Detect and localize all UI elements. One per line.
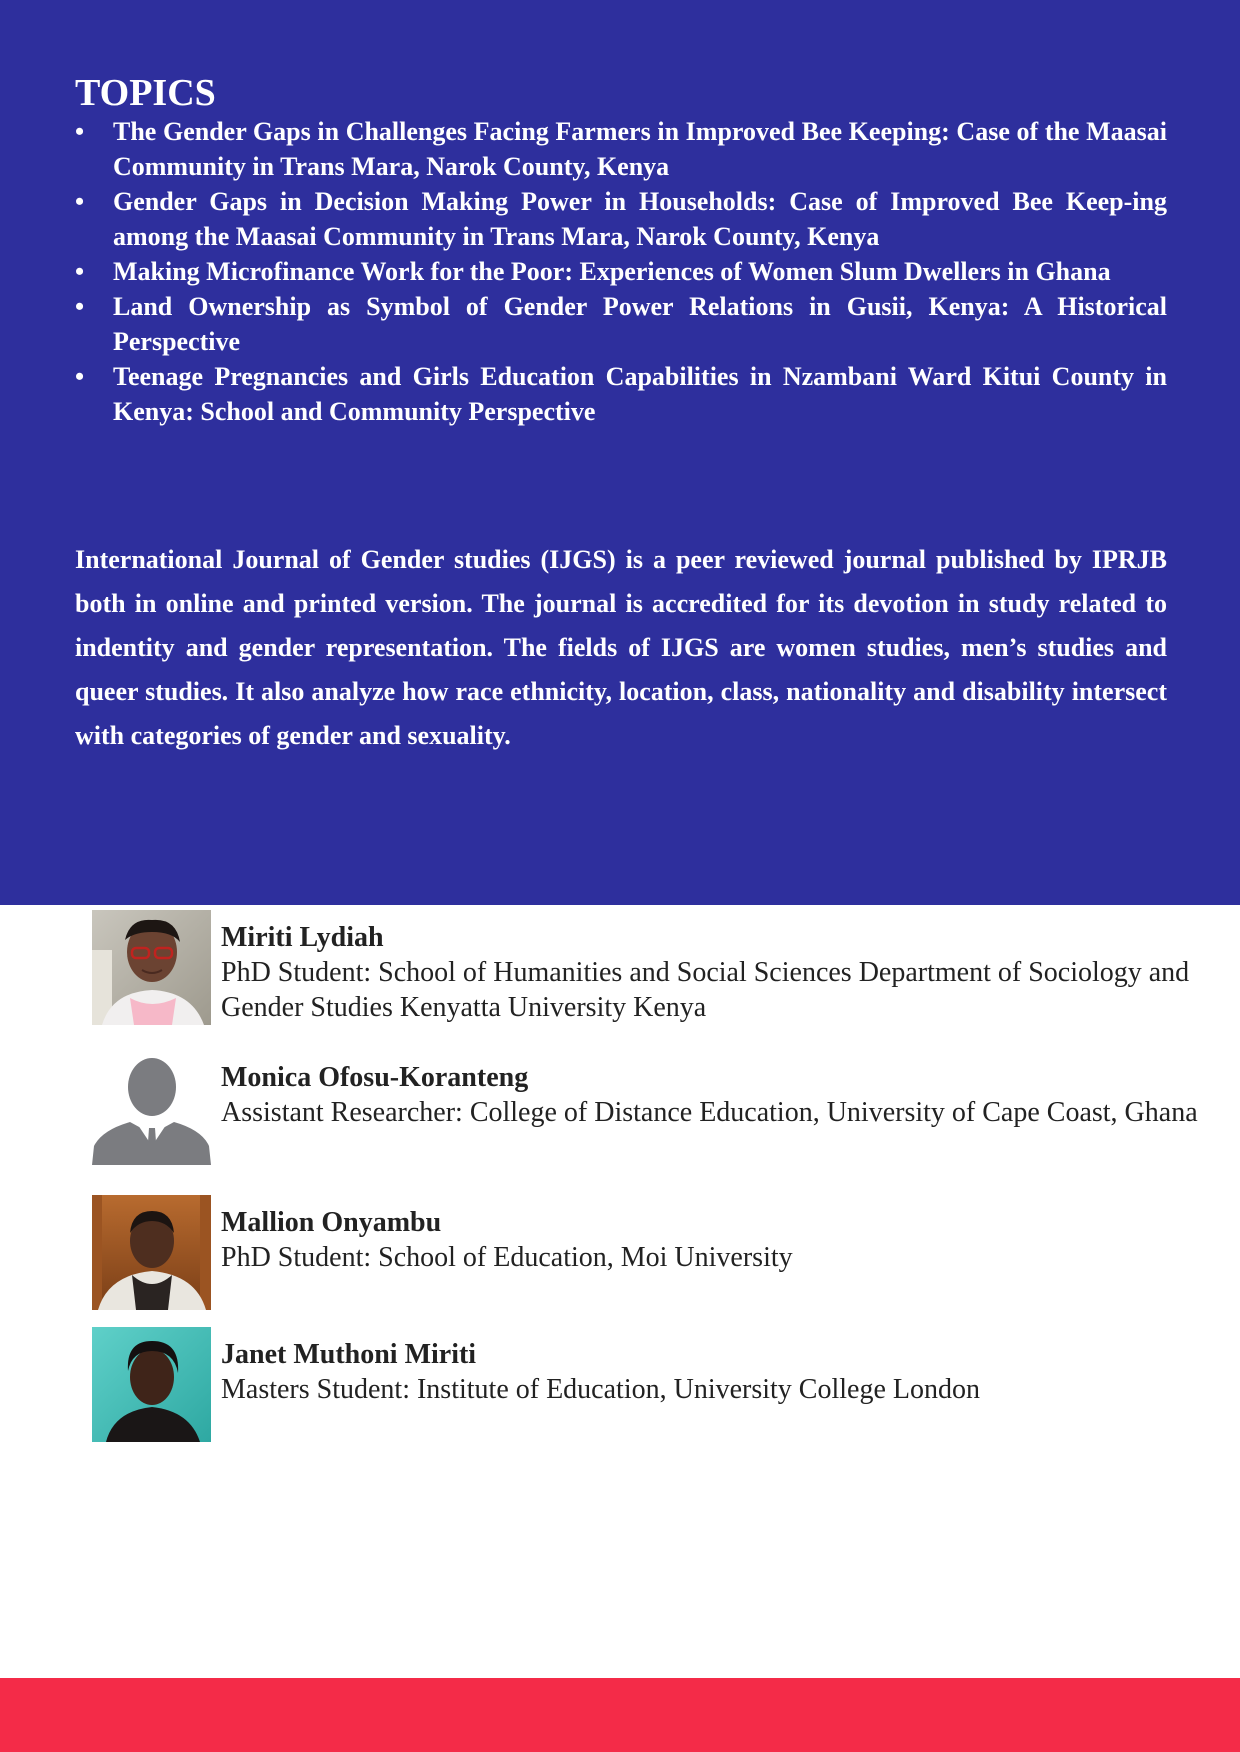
author-photo	[92, 1050, 211, 1165]
topic-item: • Making Microfinance Work for the Poor: Experiences of Women Slum Dwellers in Ghana	[75, 254, 1167, 289]
author-affiliation: PhD Student: School of Humanities and Social Sciences Department of Sociology and Gender Studies Kenyatta University Kenya	[221, 957, 1190, 1023]
topics-heading: TOPICS	[75, 72, 216, 114]
author-affiliation: Masters Student: Institute of Education, University College London	[221, 1374, 980, 1405]
author-name: Monica Ofosu-Koranteng	[221, 1062, 529, 1093]
author-entry	[92, 1050, 1198, 1166]
journal-description: International Journal of Gender studies (IJGS) is a peer reviewed journal published by IPRJB both in online and printed version. The journal is accredited for its devotion in study related to indentity and gender representation. The fields of IJGS are women studies, men’s studies and queer studies. It also analyze how race ethnicity, location, class, nationality and disability intersect with categories of gender and sexuality.	[75, 545, 1167, 750]
author-name: Janet Muthoni Miriti	[221, 1339, 477, 1370]
author-affiliation: PhD Student: School of Education, Moi University	[221, 1242, 793, 1273]
user-silhouette-icon	[92, 1050, 211, 1165]
author-name: Miriti Lydiah	[221, 922, 384, 953]
topic-item: • Gender Gaps in Decision Making Power in Households: Case of Improved Bee Keep-ing among the Maasai Community in Trans Mara, Narok County, Kenya	[75, 184, 1167, 254]
topics-list	[75, 114, 1167, 429]
author-name: Mallion Onyambu	[221, 1207, 442, 1238]
author-photo	[92, 1327, 211, 1442]
author-entry	[92, 1327, 1182, 1443]
topic-item: • The Gender Gaps in Challenges Facing Farmers in Improved Bee Keeping: Case of the Maasai Community in Trans Mara, Narok County, Kenya	[75, 114, 1167, 184]
author-entry	[92, 910, 1190, 1026]
topic-item: • Teenage Pregnancies and Girls Education Capabilities in Nzambani Ward Kitui County in Kenya: School and Community Perspective	[75, 359, 1167, 429]
portrait-photo-icon	[92, 1195, 211, 1310]
author-entry	[92, 1195, 1182, 1311]
author-photo	[92, 910, 211, 1025]
footer-band	[0, 1678, 1240, 1752]
portrait-photo-icon	[92, 1327, 211, 1442]
portrait-photo-icon	[92, 910, 211, 1025]
author-photo	[92, 1195, 211, 1310]
author-affiliation: Assistant Researcher: College of Distance Education, University of Cape Coast, Ghana	[221, 1097, 1198, 1128]
topic-item: • Land Ownership as Symbol of Gender Power Relations in Gusii, Kenya: A Historical Perspective	[75, 289, 1167, 359]
